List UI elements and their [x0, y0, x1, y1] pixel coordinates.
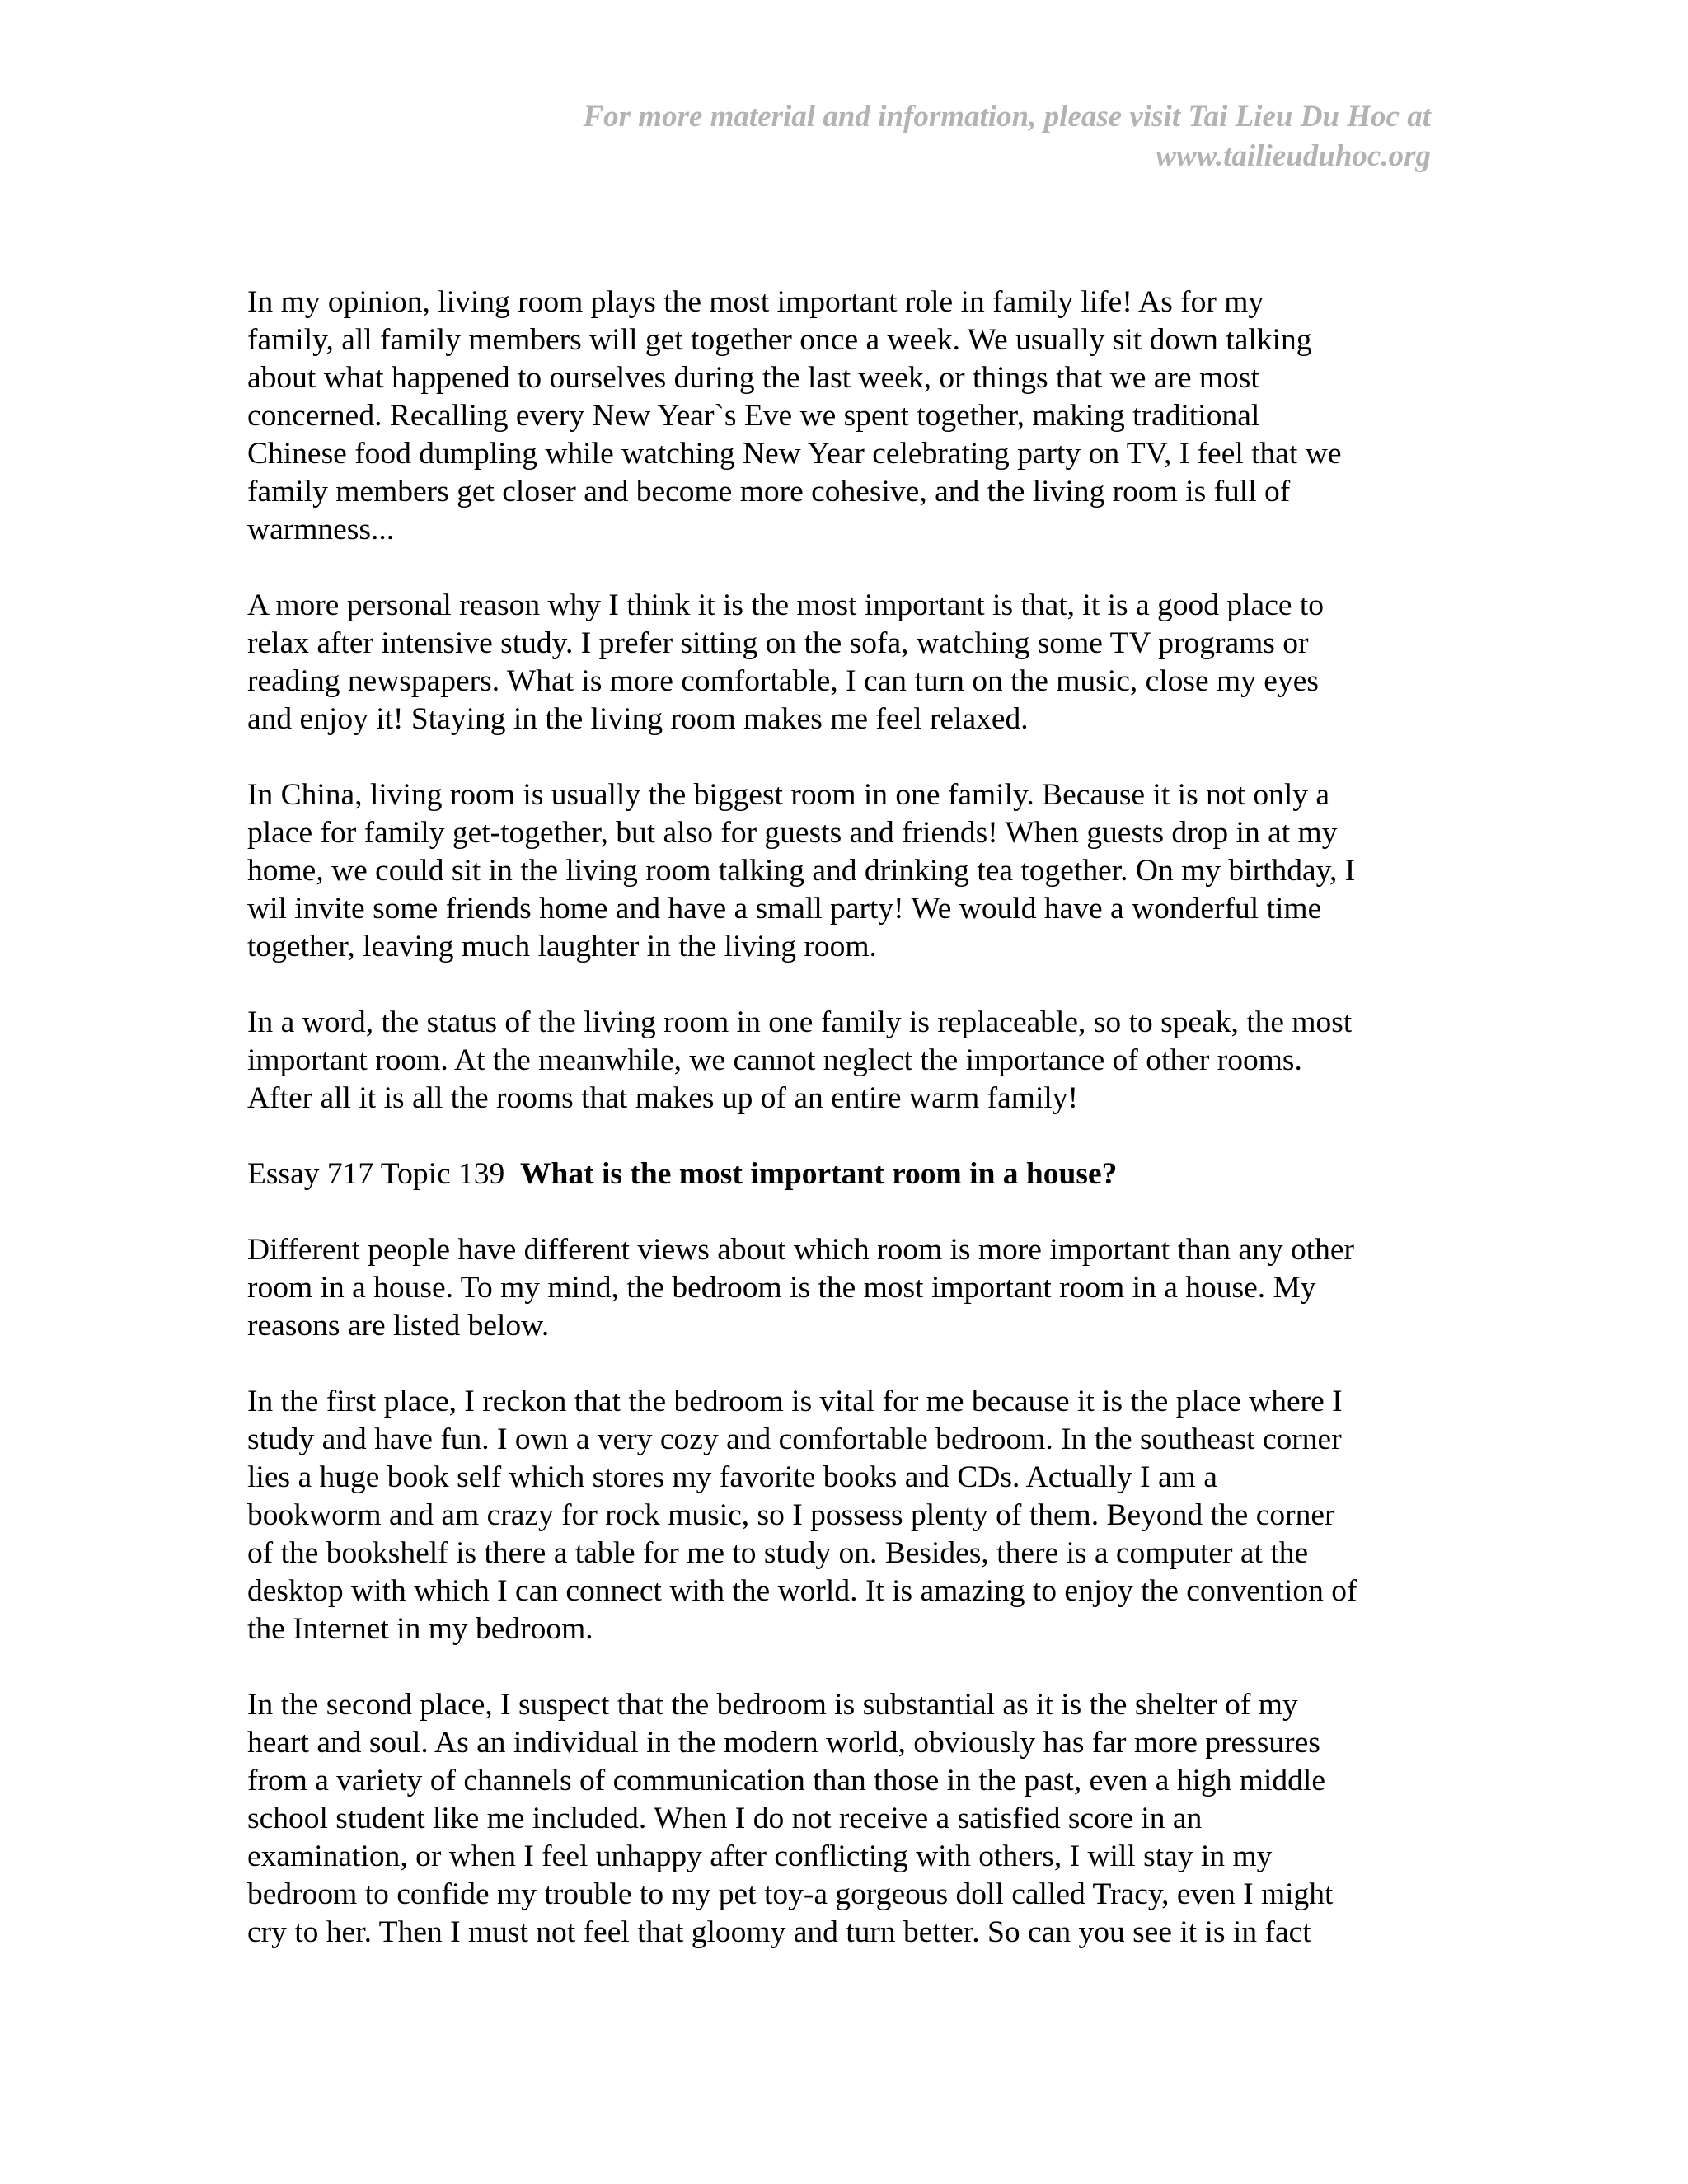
paragraph-line: warmness... — [247, 513, 395, 546]
paragraph-line: the Internet in my bedroom. — [247, 1612, 593, 1646]
paragraph-line: A more personal reason why I think it is the most important is that, it is a good place to — [247, 588, 1325, 622]
paragraph-line: desktop with which I can connect with the world. It is amazing to enjoy the convention of — [247, 1574, 1357, 1608]
paragraph — [247, 587, 1434, 738]
paragraph-line: reasons are listed below. — [247, 1309, 550, 1343]
paragraph — [247, 1686, 1434, 1952]
paragraph-line: study and have fun. I own a very cozy and comfortable bedroom. In the southeast corner — [247, 1422, 1342, 1456]
paragraph-line: In China, living room is usually the biggest room in one family. Because it is not only a — [247, 778, 1330, 812]
paragraph-line: bedroom to confide my trouble to my pet toy-a gorgeous doll called Tracy, even I might — [247, 1877, 1334, 1911]
paragraph-line: important room. At the meanwhile, we cannot neglect the importance of other rooms. — [247, 1043, 1302, 1077]
paragraph-line: from a variety of channels of communication than those in the past, even a high middle — [247, 1764, 1325, 1797]
paragraph-line: cry to her. Then I must not feel that gloomy and turn better. So can you see it is in fact — [247, 1915, 1311, 1949]
paragraph — [247, 1383, 1434, 1648]
paragraph-line: together, leaving much laughter in the living room. — [247, 930, 877, 963]
paragraph — [247, 776, 1434, 966]
paragraph-line: relax after intensive study. I prefer sitting on the sofa, watching some TV programs or — [247, 626, 1309, 660]
paragraph-line: room in a house. To my mind, the bedroom is the most important room in a house. My — [247, 1271, 1316, 1305]
page-header — [359, 97, 1431, 176]
essay-title: What is the most important room in a house? — [520, 1157, 1118, 1191]
paragraph-line: wil invite some friends home and have a small party! We would have a wonderful time — [247, 892, 1322, 926]
essay-heading — [247, 1155, 1434, 1193]
paragraphs-before — [247, 284, 1434, 1118]
paragraphs-after — [247, 1231, 1434, 1952]
paragraph-line: lies a huge book self which stores my favorite books and CDs. Actually I am a — [247, 1460, 1217, 1494]
paragraph-line: Different people have different views about which room is more important than any other — [247, 1233, 1355, 1267]
paragraph-line: family members get closer and become more cohesive, and the living room is full of — [247, 475, 1291, 509]
paragraph-line: examination, or when I feel unhappy after conflicting with others, I will stay in my — [247, 1840, 1273, 1873]
paragraph-line: In the first place, I reckon that the bedroom is vital for me because it is the place where I — [247, 1385, 1343, 1418]
paragraph-line: After all it is all the rooms that makes up of an entire warm family! — [247, 1081, 1079, 1115]
paragraph-line: reading newspapers. What is more comfortable, I can turn on the music, close my eyes — [247, 664, 1319, 698]
paragraph-line: of the bookshelf is there a table for me to study on. Besides, there is a computer at the — [247, 1536, 1309, 1570]
paragraph-line: In my opinion, living room plays the most important role in family life! As for my — [247, 285, 1264, 319]
paragraph — [247, 284, 1434, 549]
paragraph-line: In the second place, I suspect that the bedroom is substantial as it is the shelter of my — [247, 1688, 1298, 1722]
paragraph-line: place for family get-together, but also for guests and friends! When guests drop in at my — [247, 816, 1338, 850]
header-url: www.tailieuduhoc.org — [1156, 139, 1431, 173]
paragraph-line: Chinese food dumpling while watching New Year celebrating party on TV, I feel that we — [247, 437, 1342, 471]
document-body — [247, 284, 1434, 1990]
paragraph-line: and enjoy it! Staying in the living room makes me feel relaxed. — [247, 702, 1029, 736]
paragraph — [247, 1004, 1434, 1118]
paragraph-line: heart and soul. As an individual in the modern world, obviously has far more pressures — [247, 1726, 1320, 1760]
paragraph-line: bookworm and am crazy for rock music, so I possess plenty of them. Beyond the corner — [247, 1498, 1335, 1532]
paragraph — [247, 1231, 1434, 1345]
paragraph-line: family, all family members will get together once a week. We usually sit down talking — [247, 323, 1312, 357]
essay-label: Essay 717 Topic 139 — [247, 1157, 505, 1191]
paragraph-line: home, we could sit in the living room talking and drinking tea together. On my birthday, I — [247, 854, 1356, 888]
paragraph-line: concerned. Recalling every New Year`s Eve we spent together, making traditional — [247, 399, 1260, 433]
paragraph-line: about what happened to ourselves during the last week, or things that we are most — [247, 361, 1259, 395]
paragraph-line: In a word, the status of the living room in one family is replaceable, so to speak, the most — [247, 1005, 1353, 1039]
header-line-1: For more material and information, please visit Tai Lieu Du Hoc at — [583, 100, 1431, 134]
paragraph-line: school student like me included. When I do not receive a satisfied score in an — [247, 1802, 1203, 1835]
